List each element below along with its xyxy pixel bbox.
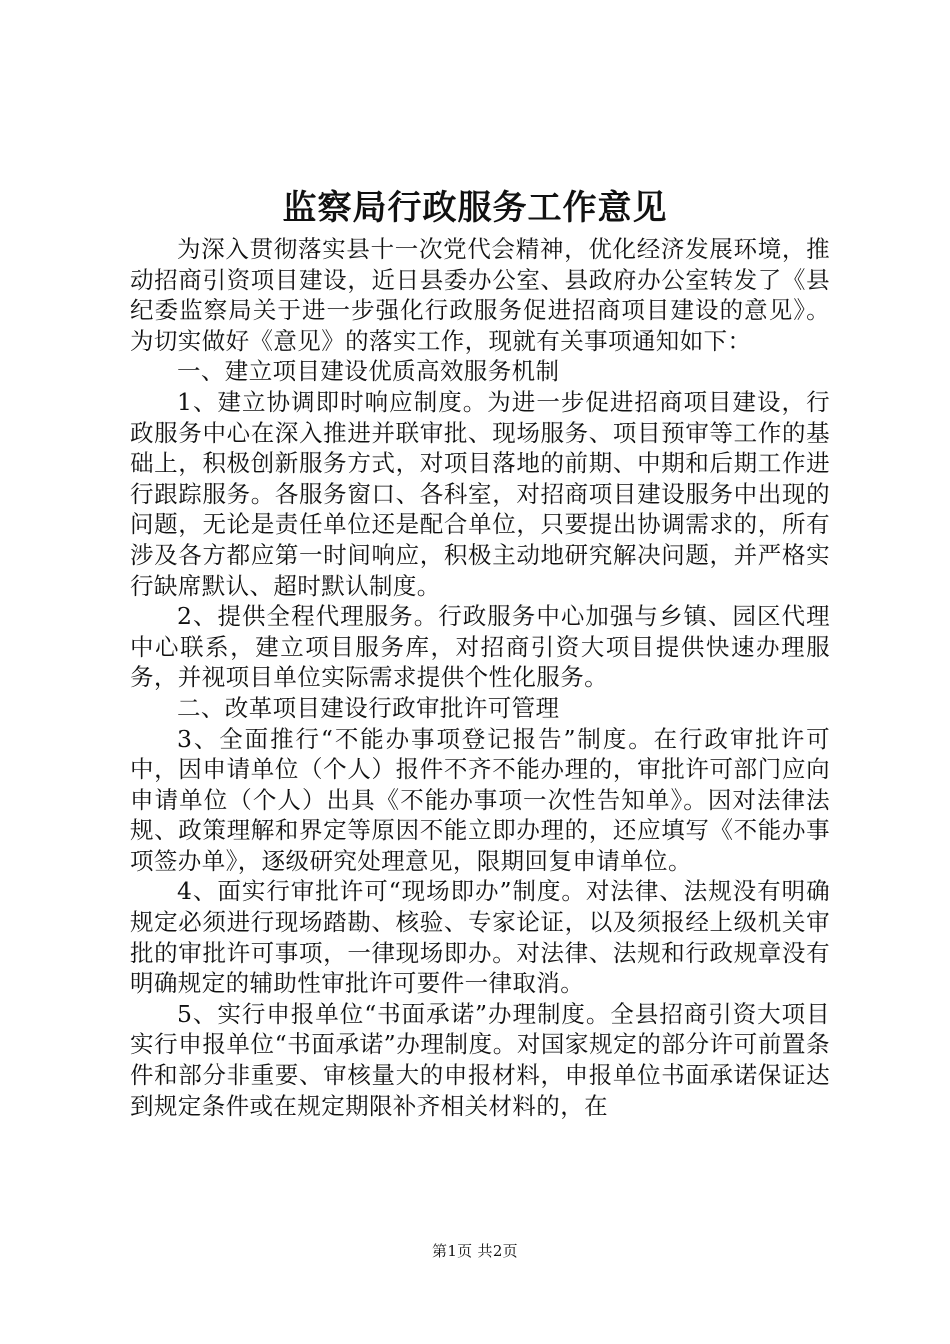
document-title: 监察局行政服务工作意见 <box>282 188 668 228</box>
intro-paragraph: 为深入贯彻落实县十一次党代会精神，优化经济发展环境，推动招商引资项目建设，近日县委办公室、县政府办公室转发了《县纪委监察局关于进一步强化行政服务促进招商项目建设的意见》。为切实做好《意见》的落实工作，现就有关事项通知如下： <box>130 235 830 355</box>
paragraph-item-5: 5、实行申报单位“书面承诺”办理制度。全县招商引资大项目实行申报单位“书面承诺”办理制度。对国家规定的部分许可前置条件和部分非重要、审核量大的申报材料，申报单位书面承诺保证达到规定条件或在规定期限补齐相关材料的，在 <box>130 999 830 1120</box>
page-footer: 第1页 共2页 <box>432 1242 518 1260</box>
paragraph-item-1: 1、建立协调即时响应制度。为进一步促进招商项目建设，行政服务中心在深入推进并联审批、现场服务、项目预审等工作的基础上，积极创新服务方式，对项目落地的前期、中期和后期工作进行跟踪服务。各服务窗口、各科室，对招商项目建设服务中出现的问题，无论是责任单位还是配合单位，只要提出协调需求的，所有涉及各方都应第一时间响应，积极主动地研究解决问题，并严格实行缺席默认、超时默认制度。 <box>130 387 830 600</box>
document-body <box>130 234 830 1121</box>
section-heading-1: 一、建立项目建设优质高效服务机制 <box>177 357 560 386</box>
paragraph-item-4: 4、面实行审批许可“现场即办”制度。对法律、法规没有明确规定必须进行现场踏勘、核验、专家论证，以及须报经上级机关审批的审批许可事项，一律现场即办。对法律、法规和行政规章没有明确规定的辅助性审批许可要件一律取消。 <box>130 877 830 998</box>
paragraph-item-3: 3、全面推行“不能办事项登记报告”制度。在行政审批许可中，因申请单位（个人）报件不齐不能办理的，审批许可部门应向申请单位（个人）出具《不能办事项一次性告知单》。因对法律法规、政策理解和界定等原因不能立即办理的，还应填写《不能办事项签办单》，逐级研究处理意见，限期回复申请单位。 <box>130 724 830 875</box>
section-heading-2: 二、改革项目建设行政审批许可管理 <box>177 693 560 722</box>
paragraph-item-2: 2、提供全程代理服务。行政服务中心加强与乡镇、园区代理中心联系，建立项目服务库，对招商引资大项目提供快速办理服务，并视项目单位实际需求提供个性化服务。 <box>130 602 830 692</box>
